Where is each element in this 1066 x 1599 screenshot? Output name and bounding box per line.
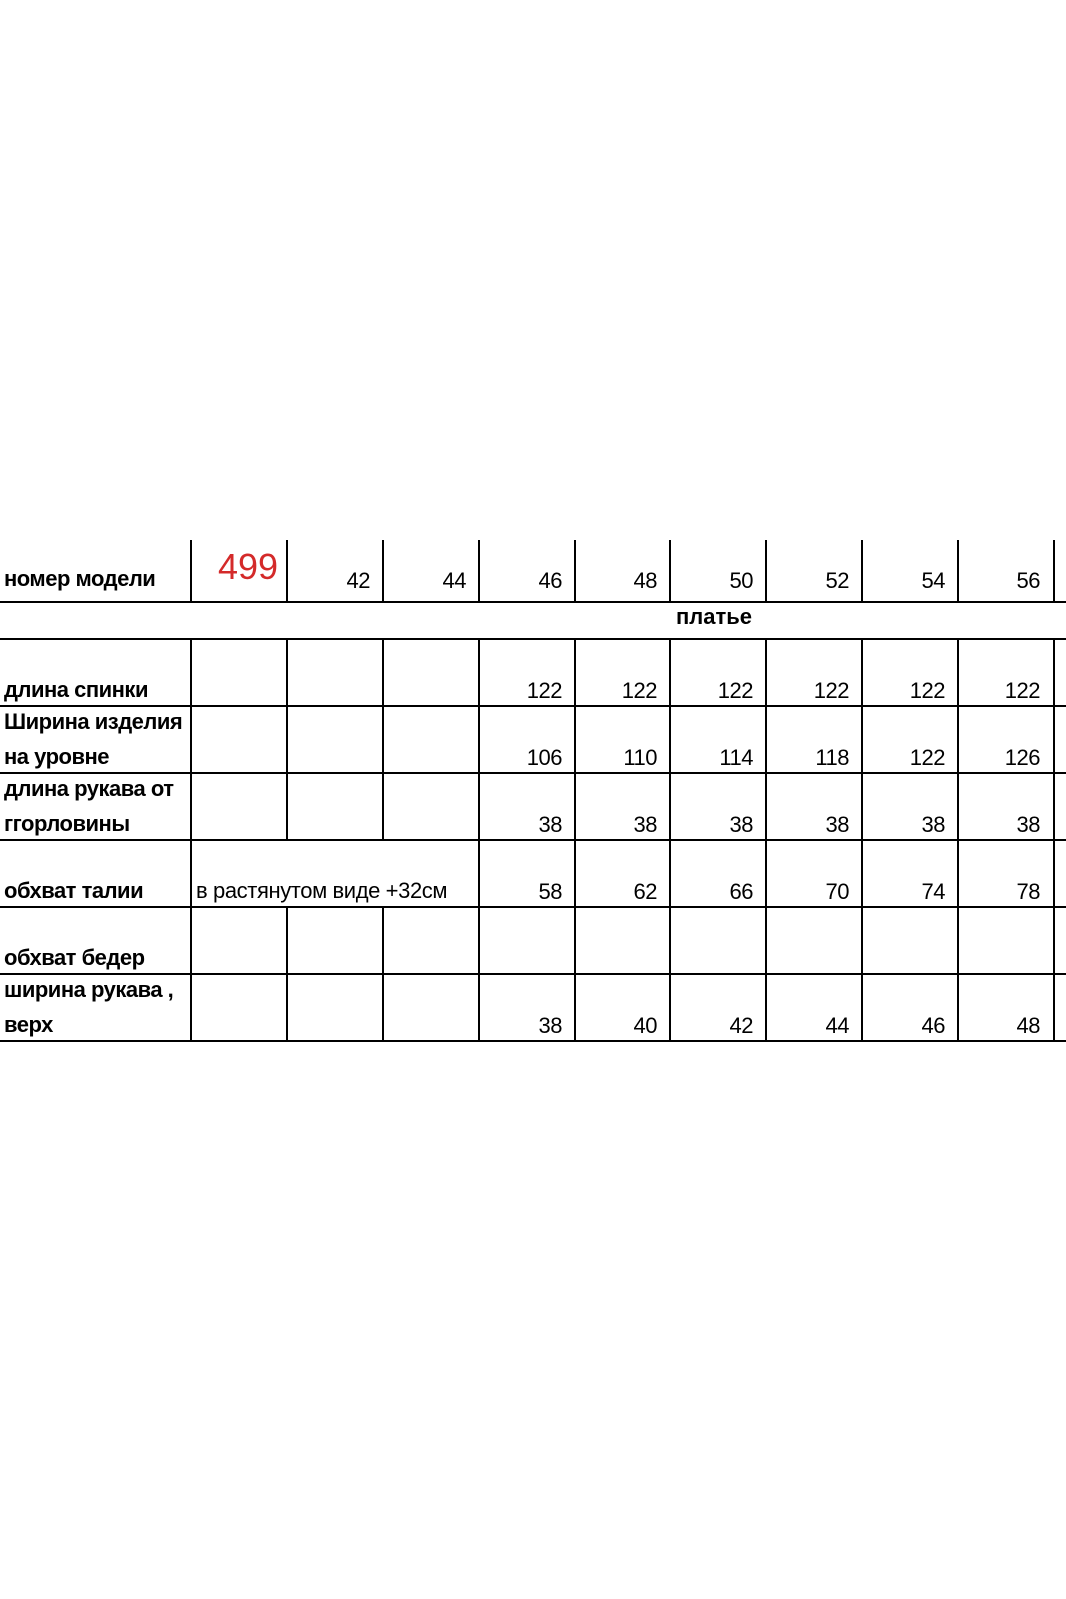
model-number: 499: [218, 546, 279, 587]
grid-line: [478, 638, 480, 706]
size-header: 50: [729, 568, 753, 593]
grid-line: [669, 839, 671, 907]
grid-line: [286, 705, 288, 773]
row-label-line: на уровне: [4, 744, 110, 769]
grid-line: [957, 839, 959, 907]
table-cell-value: 42: [729, 1013, 753, 1038]
grid-line: [669, 638, 671, 706]
table-cell-value: 38: [538, 1013, 562, 1038]
size-header: 42: [346, 568, 370, 593]
grid-line: [382, 973, 384, 1041]
grid-line: [478, 540, 480, 602]
grid-line: [286, 973, 288, 1041]
grid-line: [0, 601, 1066, 603]
table-cell-value: 38: [921, 812, 945, 837]
row-label-line: ширина рукава ,: [4, 977, 174, 1002]
grid-line: [1053, 906, 1055, 974]
grid-line: [669, 705, 671, 773]
table-cell-value: 62: [633, 879, 657, 904]
grid-line: [1053, 839, 1055, 907]
table-cell-value: 38: [1016, 812, 1040, 837]
grid-line: [765, 906, 767, 974]
grid-line: [957, 540, 959, 602]
grid-line: [861, 839, 863, 907]
grid-line: [861, 906, 863, 974]
row-label-line: обхват бедер: [4, 945, 145, 970]
grid-line: [574, 906, 576, 974]
grid-line: [669, 973, 671, 1041]
table-cell-value: 122: [526, 678, 562, 703]
table-cell-value: 40: [633, 1013, 657, 1038]
table-cell-value: 114: [719, 745, 753, 770]
grid-line: [478, 973, 480, 1041]
grid-line: [765, 540, 767, 602]
grid-line: [190, 705, 192, 773]
row-note: в растянутом виде +32см: [196, 878, 448, 903]
grid-line: [0, 772, 1066, 774]
table-cell-value: 78: [1016, 879, 1040, 904]
grid-line: [574, 638, 576, 706]
size-header: 54: [921, 568, 945, 593]
table-cell-value: 122: [717, 678, 753, 703]
grid-line: [765, 973, 767, 1041]
table-cell-value: 48: [1016, 1013, 1040, 1038]
grid-line: [574, 839, 576, 907]
table-cell-value: 58: [538, 879, 562, 904]
grid-line: [0, 906, 1066, 908]
table-cell-value: 126: [1004, 745, 1040, 770]
grid-line: [765, 638, 767, 706]
grid-line: [286, 638, 288, 706]
grid-line: [957, 638, 959, 706]
size-header: 46: [538, 568, 562, 593]
grid-line: [669, 906, 671, 974]
table-cell-value: 38: [729, 812, 753, 837]
grid-line: [861, 973, 863, 1041]
grid-line: [286, 906, 288, 974]
grid-line: [574, 540, 576, 602]
model-label: номер модели: [4, 566, 156, 591]
table-cell-value: 110: [623, 745, 657, 770]
table-cell-value: 66: [729, 879, 753, 904]
table-cell-value: 46: [921, 1013, 945, 1038]
grid-line: [1053, 973, 1055, 1041]
grid-line: [861, 705, 863, 773]
grid-line: [190, 540, 192, 602]
row-label-line: обхват талии: [4, 878, 144, 903]
grid-line: [190, 839, 192, 907]
grid-line: [382, 705, 384, 773]
grid-line: [574, 772, 576, 840]
size-header: 44: [442, 568, 466, 593]
size-header: 48: [633, 568, 657, 593]
grid-line: [669, 540, 671, 602]
grid-line: [765, 705, 767, 773]
grid-line: [861, 638, 863, 706]
grid-line: [478, 705, 480, 773]
grid-line: [1053, 705, 1055, 773]
size-header: 56: [1016, 568, 1040, 593]
grid-line: [382, 638, 384, 706]
grid-line: [190, 638, 192, 706]
grid-line: [382, 540, 384, 602]
grid-line: [1053, 772, 1055, 840]
row-label-line: ггорловины: [4, 811, 130, 836]
grid-line: [861, 772, 863, 840]
table-cell-value: 70: [825, 879, 849, 904]
table-cell-value: 74: [921, 879, 945, 904]
row-label-line: длина спинки: [4, 677, 148, 702]
grid-line: [286, 540, 288, 602]
grid-line: [190, 906, 192, 974]
grid-line: [0, 705, 1066, 707]
grid-line: [0, 1040, 1066, 1042]
grid-line: [765, 772, 767, 840]
grid-line: [669, 772, 671, 840]
table-cell-value: 122: [1004, 678, 1040, 703]
section-title: платье: [676, 604, 753, 629]
grid-line: [765, 839, 767, 907]
row-label-line: длина рукава от: [4, 776, 174, 801]
table-cell-value: 118: [815, 745, 849, 770]
table-cell-value: 122: [621, 678, 657, 703]
table-cell-value: 122: [909, 678, 945, 703]
size-header: 52: [825, 568, 849, 593]
grid-line: [478, 839, 480, 907]
table-cell-value: 38: [538, 812, 562, 837]
grid-line: [0, 638, 1066, 640]
grid-line: [190, 973, 192, 1041]
grid-line: [574, 973, 576, 1041]
grid-line: [1053, 540, 1055, 602]
row-label-line: верх: [4, 1012, 53, 1037]
grid-line: [957, 973, 959, 1041]
grid-line: [1053, 638, 1055, 706]
grid-line: [478, 906, 480, 974]
grid-line: [861, 540, 863, 602]
grid-line: [382, 772, 384, 840]
grid-line: [957, 906, 959, 974]
table-cell-value: 106: [526, 745, 562, 770]
grid-line: [190, 772, 192, 840]
grid-line: [478, 772, 480, 840]
grid-line: [0, 973, 1066, 975]
table-cell-value: 44: [825, 1013, 849, 1038]
grid-line: [382, 906, 384, 974]
table-cell-value: 38: [633, 812, 657, 837]
grid-line: [957, 772, 959, 840]
grid-line: [0, 839, 1066, 841]
grid-line: [574, 705, 576, 773]
grid-line: [286, 772, 288, 840]
grid-line: [957, 705, 959, 773]
table-cell-value: 122: [813, 678, 849, 703]
table-cell-value: 38: [825, 812, 849, 837]
row-label-line: Ширина изделия: [4, 709, 183, 734]
table-cell-value: 122: [909, 745, 945, 770]
